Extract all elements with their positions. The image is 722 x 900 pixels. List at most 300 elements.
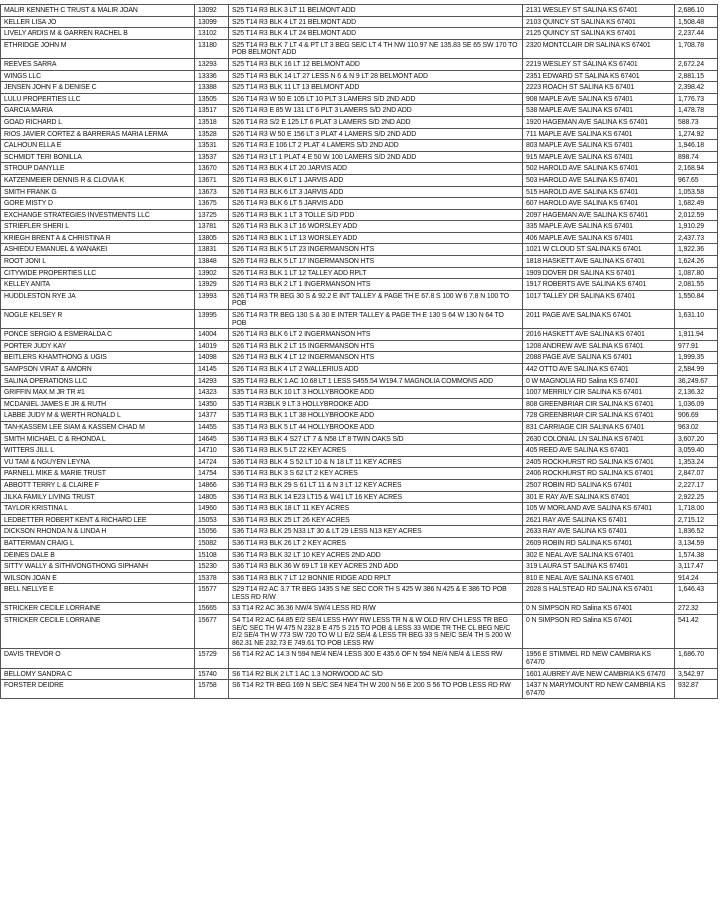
owner-name-cell: REEVES SARRA xyxy=(1,58,195,70)
property-address-cell: 607 HAROLD AVE SALINA KS 67401 xyxy=(523,198,675,210)
parcel-number-cell: 13831 xyxy=(195,244,229,256)
table-row xyxy=(1,279,718,291)
property-address-cell: 2406 ROCKHURST RD SALINA KS 67401 xyxy=(523,468,675,480)
tax-amount-cell: 1,999.35 xyxy=(675,352,718,364)
legal-description-cell: S26 T14 R3 BLK 6 LT 2 INGERMANSON HTS xyxy=(229,329,523,341)
property-address-cell: 1021 W CLOUD ST SALINA KS 67401 xyxy=(523,244,675,256)
owner-name-cell: STRIEFLER SHERI L xyxy=(1,221,195,233)
property-address-cell: 2351 EDWARD ST SALINA KS 67401 xyxy=(523,70,675,82)
parcel-number-cell: 14377 xyxy=(195,410,229,422)
parcel-number-cell: 13293 xyxy=(195,58,229,70)
legal-description-cell: S35 T14 R3 BLK 10 LT 3 HOLLYBROOKE ADD xyxy=(229,387,523,399)
property-address-cell: 808 GREENBRIAR CIR SALINA KS 67401 xyxy=(523,398,675,410)
delinquent-tax-table xyxy=(0,4,718,699)
table-row xyxy=(1,256,718,268)
tax-amount-cell: 1,036.09 xyxy=(675,398,718,410)
parcel-number-cell: 14004 xyxy=(195,329,229,341)
parcel-number-cell: 13388 xyxy=(195,82,229,94)
owner-name-cell: JENSEN JOHN F & DENISE C xyxy=(1,82,195,94)
parcel-number-cell: 14145 xyxy=(195,364,229,376)
legal-description-cell: S25 T14 R3 BLK 14 LT 27 LESS N 6 & N 9 LT 28 BELMONT ADD xyxy=(229,70,523,82)
table-row xyxy=(1,174,718,186)
table-row xyxy=(1,584,718,603)
tax-amount-cell: 2,584.99 xyxy=(675,364,718,376)
parcel-number-cell: 13531 xyxy=(195,140,229,152)
owner-name-cell: BATTERMAN CRAIG L xyxy=(1,537,195,549)
tax-amount-cell: 1,708.78 xyxy=(675,39,718,58)
owner-name-cell: DAVIS TREVOR O xyxy=(1,649,195,668)
parcel-number-cell: 14645 xyxy=(195,433,229,445)
tax-amount-cell: 2,847.07 xyxy=(675,468,718,480)
property-address-cell: 2320 MONTCLAIR DR SALINA KS 67401 xyxy=(523,39,675,58)
owner-name-cell: SAMPSON VIRAT & AMORN xyxy=(1,364,195,376)
legal-description-cell: S36 T14 R3 BLK 5 LT 22 KEY ACRES xyxy=(229,445,523,457)
tax-amount-cell: 1,550.84 xyxy=(675,290,718,309)
legal-description-cell: S35 T14 R3BLK 9 LT 3 HOLLYBROOKE ADD xyxy=(229,398,523,410)
tax-amount-cell: 3,117.47 xyxy=(675,561,718,573)
property-address-cell: 711 MAPLE AVE SALINA KS 67401 xyxy=(523,128,675,140)
parcel-number-cell: 15665 xyxy=(195,603,229,615)
property-address-cell: 2219 WESLEY ST SALINA KS 67401 xyxy=(523,58,675,70)
parcel-number-cell: 14805 xyxy=(195,491,229,503)
owner-name-cell: TAYLOR KRISTINA L xyxy=(1,503,195,515)
legal-description-cell: S26 T14 R3 E 85 W 131 LT 6 PLT 3 LAMERS S/D 2ND ADD xyxy=(229,105,523,117)
property-address-cell: 2405 ROCKHURST RD SALINA KS 67401 xyxy=(523,456,675,468)
table-row xyxy=(1,445,718,457)
legal-description-cell: S26 T14 R3 BLK 4 LT 20 JARVIS ADD xyxy=(229,163,523,175)
property-address-cell: 0 W MAGNOLIA RD Salina KS 67401 xyxy=(523,375,675,387)
tax-amount-cell: 1,718.00 xyxy=(675,503,718,515)
table-row xyxy=(1,28,718,40)
owner-name-cell: KRIEGH BRENT A & CHRISTINA R xyxy=(1,232,195,244)
parcel-number-cell: 15378 xyxy=(195,572,229,584)
table-row xyxy=(1,410,718,422)
legal-description-cell: S36 T14 R3 BLK 4 S 52 LT 10 & N 18 LT 11 KEY ACRES xyxy=(229,456,523,468)
property-address-cell: 1917 ROBERTS AVE SALINA KS 67401 xyxy=(523,279,675,291)
parcel-number-cell: 15230 xyxy=(195,561,229,573)
table-row xyxy=(1,514,718,526)
tax-amount-cell: 1,686.70 xyxy=(675,649,718,668)
property-address-cell: 1437 N MARYMOUNT RD NEW CAMBRIA KS 67470 xyxy=(523,680,675,699)
property-address-cell: 803 MAPLE AVE SALINA KS 67401 xyxy=(523,140,675,152)
legal-description-cell: S26 T14 R3 BLK 1 LT 13 WORSLEY ADD xyxy=(229,232,523,244)
property-address-cell: 515 HAROLD AVE SALINA KS 67401 xyxy=(523,186,675,198)
tax-amount-cell: 1,478.78 xyxy=(675,105,718,117)
owner-name-cell: GARCIA MARIA xyxy=(1,105,195,117)
parcel-number-cell: 15082 xyxy=(195,537,229,549)
parcel-number-cell: 14866 xyxy=(195,479,229,491)
owner-name-cell: CALHOUN ELLA E xyxy=(1,140,195,152)
legal-description-cell: S26 T14 R3 BLK 6 LT 5 JARVIS ADD xyxy=(229,198,523,210)
owner-name-cell: LIVELY ARDIS M & GARREN RACHEL B xyxy=(1,28,195,40)
property-address-cell: 105 W MORLAND AVE SALINA KS 67401 xyxy=(523,503,675,515)
table-row xyxy=(1,352,718,364)
tax-amount-cell: 1,624.26 xyxy=(675,256,718,268)
legal-description-cell: S25 T14 R3 BLK 4 LT 21 BELMONT ADD xyxy=(229,16,523,28)
owner-name-cell: GOAD RICHARD L xyxy=(1,116,195,128)
owner-name-cell: BELL NELLYE E xyxy=(1,584,195,603)
legal-description-cell: S35 T14 R3 BLK 5 LT 44 HOLLYBROOKE ADD xyxy=(229,421,523,433)
owner-name-cell: LULU PROPERTIES LLC xyxy=(1,93,195,105)
table-row xyxy=(1,93,718,105)
tax-amount-cell: 2,881.15 xyxy=(675,70,718,82)
table-row xyxy=(1,163,718,175)
legal-description-cell: S26 T14 R3 BLK 1 LT 12 TALLEY ADD RPLT xyxy=(229,267,523,279)
parcel-number-cell: 13670 xyxy=(195,163,229,175)
legal-description-cell: S3 T14 R2 AC 36.36 NW/4 SW/4 LESS RD R/W xyxy=(229,603,523,615)
table-row xyxy=(1,5,718,17)
tax-amount-cell: 3,607.20 xyxy=(675,433,718,445)
tax-amount-cell: 2,227.17 xyxy=(675,479,718,491)
legal-description-cell: S26 T14 R3 TR BEG 130 S & 30 E INTER TALLEY & PAGE TH E 130 S 64 W 130 N 64 TO POB xyxy=(229,310,523,329)
parcel-number-cell: 13725 xyxy=(195,209,229,221)
table-row xyxy=(1,387,718,399)
tax-amount-cell: 2,672.24 xyxy=(675,58,718,70)
owner-name-cell: CITYWIDE PROPERTIES LLC xyxy=(1,267,195,279)
table-row xyxy=(1,116,718,128)
table-row xyxy=(1,128,718,140)
legal-description-cell: S36 T14 R3 BLK 25 LT 26 KEY ACRES xyxy=(229,514,523,526)
property-address-cell: 1601 AUBREY AVE NEW CAMBRIA KS 67470 xyxy=(523,668,675,680)
table-row xyxy=(1,398,718,410)
table-row xyxy=(1,58,718,70)
tax-amount-cell: 967.65 xyxy=(675,174,718,186)
legal-description-cell: S35 T14 R3 BLK 1 LT 38 HOLLYBROOKE ADD xyxy=(229,410,523,422)
table-row xyxy=(1,329,718,341)
tax-amount-cell: 3,059.40 xyxy=(675,445,718,457)
parcel-number-cell: 13805 xyxy=(195,232,229,244)
tax-amount-cell: 2,715.12 xyxy=(675,514,718,526)
tax-amount-cell: 1,836.52 xyxy=(675,526,718,538)
parcel-number-cell: 13848 xyxy=(195,256,229,268)
table-row xyxy=(1,668,718,680)
owner-name-cell: WITTERS JILL L xyxy=(1,445,195,457)
property-address-cell: 2088 PAGE AVE SALINA KS 67401 xyxy=(523,352,675,364)
legal-description-cell: S6 T14 R2 TR BEG 169 N SE/C SE4 NE4 TH W 200 N 56 E 200 S 56 TO POB LESS RD RW xyxy=(229,680,523,699)
parcel-number-cell: 13518 xyxy=(195,116,229,128)
table-row xyxy=(1,421,718,433)
tax-amount-cell: 1,053.58 xyxy=(675,186,718,198)
legal-description-cell: S36 T14 R3 BLK 7 LT 12 BONNIE RIDGE ADD RPLT xyxy=(229,572,523,584)
table-row xyxy=(1,572,718,584)
owner-name-cell: JILKA FAMILY LIVING TRUST xyxy=(1,491,195,503)
owner-name-cell: KELLEY ANITA xyxy=(1,279,195,291)
property-address-cell: 2011 PAGE AVE SALINA KS 67401 xyxy=(523,310,675,329)
tax-amount-cell: 1,682.49 xyxy=(675,198,718,210)
tax-amount-cell: 1,087.80 xyxy=(675,267,718,279)
parcel-number-cell: 15729 xyxy=(195,649,229,668)
owner-name-cell: STROUP DANYLLE xyxy=(1,163,195,175)
owner-name-cell: DEINES DALE B xyxy=(1,549,195,561)
owner-name-cell: TAN-KASSEM LEE SIAM & KASSEM CHAD M xyxy=(1,421,195,433)
legal-description-cell: S35 T14 R3 BLK 1 AC 10.68 LT 1 LESS S455.54 W194.7 MAGNOLIA COMMONS ADD xyxy=(229,375,523,387)
owner-name-cell: BELLOMY SANDRA C xyxy=(1,668,195,680)
table-row xyxy=(1,433,718,445)
table-row xyxy=(1,16,718,28)
tax-amount-cell: 906.69 xyxy=(675,410,718,422)
legal-description-cell: S26 T14 R3 BLK 2 LT 1 INGERMANSON HTS xyxy=(229,279,523,291)
property-address-cell: 2028 S HALSTEAD RD SALINA KS 67401 xyxy=(523,584,675,603)
tax-amount-cell: 1,911.94 xyxy=(675,329,718,341)
tax-amount-cell: 36,249.67 xyxy=(675,375,718,387)
tax-amount-cell: 2,922.25 xyxy=(675,491,718,503)
parcel-number-cell: 13092 xyxy=(195,5,229,17)
table-row xyxy=(1,603,718,615)
legal-description-cell: S36 T14 R3 BLK 36 W 69 LT 18 KEY ACRES 2ND ADD xyxy=(229,561,523,573)
property-address-cell: 0 N SIMPSON RD Salina KS 67401 xyxy=(523,603,675,615)
tax-amount-cell: 1,274.92 xyxy=(675,128,718,140)
tax-amount-cell: 898.74 xyxy=(675,151,718,163)
tax-amount-cell: 914.24 xyxy=(675,572,718,584)
legal-description-cell: S26 T14 R3 W 50 E 105 LT 10 PLT 3 LAMERS S/D 2ND ADD xyxy=(229,93,523,105)
legal-description-cell: S36 T14 R3 BLK 25 N33 LT 30 & LT 29 LESS N13 KEY ACRES xyxy=(229,526,523,538)
legal-description-cell: S4 T14 R2 AC 64.85 E/2 SE/4 LESS HWY RW LESS TR N & W OLD RIV CH LESS TR BEG SE/C SEC TH W 475 N 232.8 E 475 S 215 TO POB & LESS 33 WIDE TR THE CL BEG NE/C E/2 SE/4 TH W 773 SW 720 TO W LI E/2 SE/4 & LESS TR BEG 33 S NE/C SE/4 TH S 200 W 862.31 NE 232.73 E 749.61 TO POB LESS RW xyxy=(229,615,523,649)
legal-description-cell: S25 T14 R3 BLK 11 LT 13 BELMONT ADD xyxy=(229,82,523,94)
table-row xyxy=(1,221,718,233)
owner-name-cell: ROOT JONI L xyxy=(1,256,195,268)
property-address-cell: 502 HAROLD AVE SALINA KS 67401 xyxy=(523,163,675,175)
owner-name-cell: STRICKER CECILE LORRAINE xyxy=(1,603,195,615)
owner-name-cell: LABBE JUDY M & WERTH RONALD L xyxy=(1,410,195,422)
tax-amount-cell: 977.91 xyxy=(675,340,718,352)
legal-description-cell: S26 T14 R3 BLK 5 LT 17 INGERMANSON HTS xyxy=(229,256,523,268)
table-row xyxy=(1,491,718,503)
tax-amount-cell: 1,353.24 xyxy=(675,456,718,468)
owner-name-cell: LEDBETTER ROBERT KENT & RICHARD LEE xyxy=(1,514,195,526)
property-address-cell: 2125 QUINCY ST SALINA KS 67401 xyxy=(523,28,675,40)
owner-name-cell: KELLER LISA JO xyxy=(1,16,195,28)
property-address-cell: 2621 RAY AVE SALINA KS 67401 xyxy=(523,514,675,526)
legal-description-cell: S25 T14 R3 BLK 16 LT 12 BELMONT ADD xyxy=(229,58,523,70)
table-row xyxy=(1,468,718,480)
tax-amount-cell: 2,437.73 xyxy=(675,232,718,244)
owner-name-cell: SMITH MICHAEL C & RHONDA L xyxy=(1,433,195,445)
owner-name-cell: SITTY WALLY & SITHIVONGTHONG SIPHANH xyxy=(1,561,195,573)
legal-description-cell: S36 T14 R3 BLK 32 LT 10 KEY ACRES 2ND ADD xyxy=(229,549,523,561)
legal-description-cell: S26 T14 R3 E 106 LT 2 PLAT 4 LAMERS S/D 2ND ADD xyxy=(229,140,523,152)
parcel-number-cell: 15056 xyxy=(195,526,229,538)
legal-description-cell: S26 T14 R3 LT 1 PLAT 4 E 50 W 100 LAMERS S/D 2ND ADD xyxy=(229,151,523,163)
property-address-cell: 2609 ROBIN RD SALINA KS 67401 xyxy=(523,537,675,549)
table-body xyxy=(1,5,718,699)
tax-amount-cell: 588.73 xyxy=(675,116,718,128)
legal-description-cell: S6 T14 R2 BLK 2 LT 1 AC 1.3 NORWOOD AC S/D xyxy=(229,668,523,680)
tax-amount-cell: 1,631.10 xyxy=(675,310,718,329)
parcel-number-cell: 13180 xyxy=(195,39,229,58)
table-row xyxy=(1,456,718,468)
legal-description-cell: S36 T14 R3 BLK 18 LT 11 KEY ACRES xyxy=(229,503,523,515)
owner-name-cell: STRICKER CECILE LORRAINE xyxy=(1,615,195,649)
property-address-cell: 831 CARRIAGE CIR SALINA KS 67401 xyxy=(523,421,675,433)
property-address-cell: 301 E RAY AVE SALINA KS 67401 xyxy=(523,491,675,503)
owner-name-cell: MCDANIEL JAMES E JR & RUTH xyxy=(1,398,195,410)
parcel-number-cell: 15053 xyxy=(195,514,229,526)
parcel-number-cell: 13336 xyxy=(195,70,229,82)
parcel-number-cell: 14293 xyxy=(195,375,229,387)
property-address-cell: 2633 RAY AVE SALINA KS 67401 xyxy=(523,526,675,538)
property-address-cell: 2131 WESLEY ST SALINA KS 67401 xyxy=(523,5,675,17)
legal-description-cell: S26 T14 R3 BLK 3 LT 16 WORSLEY ADD xyxy=(229,221,523,233)
tax-amount-cell: 2,012.59 xyxy=(675,209,718,221)
owner-name-cell: MALIR KENNETH C TRUST & MALIR JOAN xyxy=(1,5,195,17)
table-row xyxy=(1,340,718,352)
table-row xyxy=(1,680,718,699)
tax-amount-cell: 2,081.55 xyxy=(675,279,718,291)
parcel-number-cell: 13995 xyxy=(195,310,229,329)
tax-amount-cell: 272.32 xyxy=(675,603,718,615)
legal-description-cell: S26 T14 R3 BLK 6 LT 3 JARVIS ADD xyxy=(229,186,523,198)
tax-amount-cell: 2,237.44 xyxy=(675,28,718,40)
table-row xyxy=(1,375,718,387)
tax-amount-cell: 1,508.48 xyxy=(675,16,718,28)
owner-name-cell: PARNELL MIKE & MARIE TRUST xyxy=(1,468,195,480)
table-row xyxy=(1,39,718,58)
parcel-number-cell: 13099 xyxy=(195,16,229,28)
owner-name-cell: ABBOTT TERRY L & CLAIRE F xyxy=(1,479,195,491)
parcel-number-cell: 14710 xyxy=(195,445,229,457)
owner-name-cell: RIOS JAVIER CORTEZ & BARRERAS MARIA LERMA xyxy=(1,128,195,140)
parcel-number-cell: 14350 xyxy=(195,398,229,410)
owner-name-cell: NOGLE KELSEY R xyxy=(1,310,195,329)
owner-name-cell: VU TAM & NGUYEN LEYNA xyxy=(1,456,195,468)
legal-description-cell: S29 T14 R2 AC 3.7 TR BEG 1435 S NE SEC COR TH S 425 W 386 N 425 & E 386 TO POB LESS RD R/W xyxy=(229,584,523,603)
tax-amount-cell: 1,946.18 xyxy=(675,140,718,152)
table-row xyxy=(1,140,718,152)
table-row xyxy=(1,615,718,649)
tax-amount-cell: 1,922.36 xyxy=(675,244,718,256)
table-row xyxy=(1,526,718,538)
parcel-number-cell: 13675 xyxy=(195,198,229,210)
property-address-cell: 728 GREENBRIAR CIR SALINA KS 67401 xyxy=(523,410,675,422)
parcel-number-cell: 14098 xyxy=(195,352,229,364)
tax-amount-cell: 2,398.42 xyxy=(675,82,718,94)
property-address-cell: 810 E NEAL AVE SALINA KS 67401 xyxy=(523,572,675,584)
owner-name-cell: HUDDLESTON RYE JA xyxy=(1,290,195,309)
legal-description-cell: S26 T14 R3 BLK 6 LT 1 JARVIS ADD xyxy=(229,174,523,186)
legal-description-cell: S36 T14 R3 BLK 26 LT 2 KEY ACRES xyxy=(229,537,523,549)
property-address-cell: 1909 DOVER DR SALINA KS 67401 xyxy=(523,267,675,279)
tax-amount-cell: 1,776.73 xyxy=(675,93,718,105)
tax-amount-cell: 1,574.38 xyxy=(675,549,718,561)
legal-description-cell: S26 T14 R3 BLK 4 LT 12 INGERMANSON HTS xyxy=(229,352,523,364)
legal-description-cell: S25 T14 R3 BLK 4 LT 24 BELMONT ADD xyxy=(229,28,523,40)
owner-name-cell: WILSON JOAN E xyxy=(1,572,195,584)
table-row xyxy=(1,209,718,221)
parcel-number-cell: 15677 xyxy=(195,615,229,649)
parcel-number-cell: 13902 xyxy=(195,267,229,279)
table-row xyxy=(1,70,718,82)
parcel-number-cell: 13505 xyxy=(195,93,229,105)
table-row xyxy=(1,561,718,573)
tax-amount-cell: 1,646.43 xyxy=(675,584,718,603)
table-row xyxy=(1,310,718,329)
legal-description-cell: S26 T14 R3 BLK 4 LT 2 WALLERIUS ADD xyxy=(229,364,523,376)
parcel-number-cell: 15740 xyxy=(195,668,229,680)
owner-name-cell: BEITLERS KHAMTHONG & UGIS xyxy=(1,352,195,364)
tax-amount-cell: 932.87 xyxy=(675,680,718,699)
parcel-number-cell: 13781 xyxy=(195,221,229,233)
tax-amount-cell: 1,910.29 xyxy=(675,221,718,233)
property-address-cell: 1017 TALLEY DR SALINA KS 67401 xyxy=(523,290,675,309)
property-address-cell: 538 MAPLE AVE SALINA KS 67401 xyxy=(523,105,675,117)
table-row xyxy=(1,479,718,491)
owner-name-cell: ASHIEDU EMANUEL & WANAKEI xyxy=(1,244,195,256)
parcel-number-cell: 14323 xyxy=(195,387,229,399)
table-row xyxy=(1,503,718,515)
parcel-number-cell: 15577 xyxy=(195,584,229,603)
property-address-cell: 2223 ROACH ST SALINA KS 67401 xyxy=(523,82,675,94)
tax-amount-cell: 963.02 xyxy=(675,421,718,433)
property-address-cell: 0 N SIMPSON RD Salina KS 67401 xyxy=(523,615,675,649)
property-address-cell: 915 MAPLE AVE SALINA KS 67401 xyxy=(523,151,675,163)
table-row xyxy=(1,151,718,163)
legal-description-cell: S6 T14 R2 AC 14.3 N 594 NE/4 NE/4 LESS 300 E 435.6 OF N 594 NE/4 NE/4 & LESS RW xyxy=(229,649,523,668)
table-row xyxy=(1,198,718,210)
tax-amount-cell: 2,136.32 xyxy=(675,387,718,399)
tax-amount-cell: 2,168.94 xyxy=(675,163,718,175)
parcel-number-cell: 13517 xyxy=(195,105,229,117)
parcel-number-cell: 13528 xyxy=(195,128,229,140)
parcel-number-cell: 14455 xyxy=(195,421,229,433)
owner-name-cell: FORSTER DEIDRE xyxy=(1,680,195,699)
property-address-cell: 302 E NEAL AVE SALINA KS 67401 xyxy=(523,549,675,561)
table-row xyxy=(1,82,718,94)
parcel-number-cell: 13673 xyxy=(195,186,229,198)
owner-name-cell: ETHRIDGE JOHN M xyxy=(1,39,195,58)
owner-name-cell: SCHMIDT TERI BONILLA xyxy=(1,151,195,163)
property-address-cell: 405 REED AVE SALINA KS 67401 xyxy=(523,445,675,457)
property-address-cell: 1007 MERRILY CIR SALINA KS 67401 xyxy=(523,387,675,399)
legal-description-cell: S26 T14 R3 BLK 2 LT 15 INGERMANSON HTS xyxy=(229,340,523,352)
legal-description-cell: S25 T14 R3 BLK 3 LT 11 BELMONT ADD xyxy=(229,5,523,17)
parcel-number-cell: 15108 xyxy=(195,549,229,561)
legal-description-cell: S26 T14 R3 TR BEG 30 S & 92.2 E INT TALLEY & PAGE TH E 67.8 S 100 W 6 7.8 N 100 TO POB xyxy=(229,290,523,309)
owner-name-cell: GORE MISTY D xyxy=(1,198,195,210)
tax-amount-cell: 3,134.59 xyxy=(675,537,718,549)
property-address-cell: 908 MAPLE AVE SALINA KS 67401 xyxy=(523,93,675,105)
legal-description-cell: S36 T14 R3 BLK 4 S27 LT 7 & N58 LT 8 TWIN OAKS S/D xyxy=(229,433,523,445)
parcel-number-cell: 14960 xyxy=(195,503,229,515)
parcel-number-cell: 13671 xyxy=(195,174,229,186)
owner-name-cell: EXCHANGE STRATEGIES INVESTMENTS LLC xyxy=(1,209,195,221)
owner-name-cell: SALINA OPERATIONS LLC xyxy=(1,375,195,387)
legal-description-cell: S36 T14 R3 BLK 29 S 61 LT 11 & N 3 LT 12 KEY ACRES xyxy=(229,479,523,491)
table-row xyxy=(1,549,718,561)
tax-amount-cell: 2,686.10 xyxy=(675,5,718,17)
table-row xyxy=(1,537,718,549)
property-address-cell: 2507 ROBIN RD SALINA KS 67401 xyxy=(523,479,675,491)
legal-description-cell: S26 T14 R3 BLK 5 LT 23 INGERMANSON HTS xyxy=(229,244,523,256)
property-address-cell: 503 HAROLD AVE SALINA KS 67401 xyxy=(523,174,675,186)
owner-name-cell: SMITH FRANK G xyxy=(1,186,195,198)
table-row xyxy=(1,186,718,198)
owner-name-cell: DICKSON RHONDA N & LINDA H xyxy=(1,526,195,538)
parcel-number-cell: 13993 xyxy=(195,290,229,309)
legal-description-cell: S36 T14 R3 BLK 3 S 62 LT 2 KEY ACRES xyxy=(229,468,523,480)
property-address-cell: 2630 COLONIAL LN SALINA KS 67401 xyxy=(523,433,675,445)
parcel-number-cell: 14019 xyxy=(195,340,229,352)
property-address-cell: 1920 HAGEMAN AVE SALINA KS 67401 xyxy=(523,116,675,128)
table-row xyxy=(1,364,718,376)
owner-name-cell: PONCE SERGIO & ESMERALDA C xyxy=(1,329,195,341)
tax-amount-cell: 3,542.97 xyxy=(675,668,718,680)
property-address-cell: 319 LAURA ST SALINA KS 67401 xyxy=(523,561,675,573)
table-row xyxy=(1,105,718,117)
owner-name-cell: WINGS LLC xyxy=(1,70,195,82)
tax-amount-cell: 541.42 xyxy=(675,615,718,649)
parcel-number-cell: 13537 xyxy=(195,151,229,163)
parcel-number-cell: 15758 xyxy=(195,680,229,699)
